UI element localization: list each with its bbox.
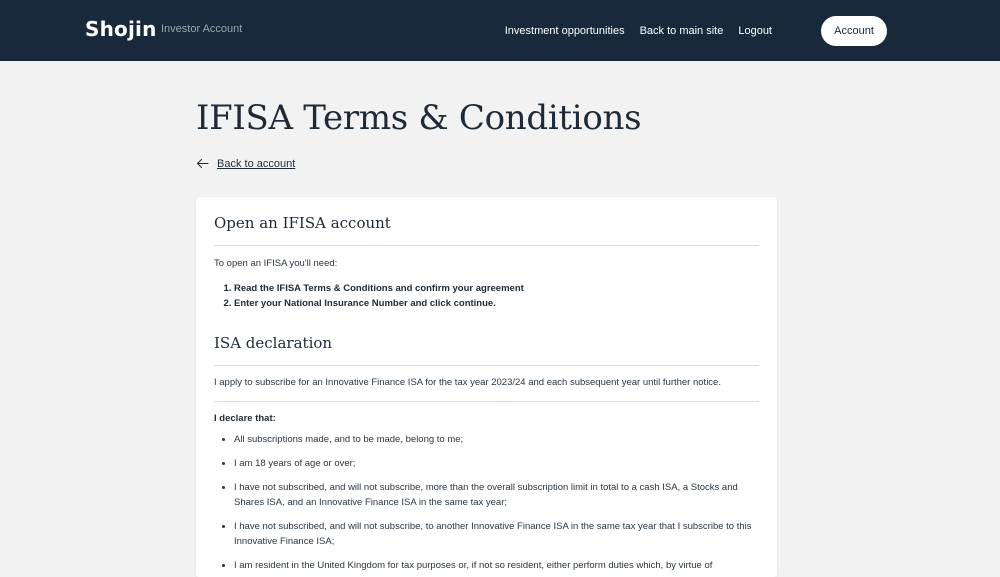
steps-list (234, 281, 754, 311)
account-button[interactable]: Account (821, 16, 887, 46)
declaration-item: • All subscriptions made, and to be made, belong to me; (234, 432, 757, 447)
divider (214, 245, 759, 246)
brand-logo[interactable]: Shojin (85, 17, 157, 41)
nav-back-to-main-site[interactable]: Back to main site (639, 24, 724, 37)
nav-investment-opportunities[interactable]: Investment opportunities (504, 24, 625, 37)
apply-text: I apply to subscribe for an Innovative Finance ISA for the tax year 2023/24 and each subsequent year until further notice. (214, 377, 721, 388)
divider (214, 401, 759, 402)
ifisa-card (196, 197, 777, 577)
nav-logout[interactable]: Logout (738, 24, 772, 37)
back-to-account-label: Back to account (217, 157, 296, 170)
declaration-item: • I am resident in the United Kingdom for tax purposes or, if not so resident, either perform duties which, by virtue of (234, 558, 757, 573)
page-title: IFISA Terms & Conditions (196, 98, 642, 138)
divider (214, 365, 759, 366)
declare-heading: I declare that: (214, 413, 276, 424)
open-account-heading: Open an IFISA account (214, 214, 391, 232)
brand-subtitle: Investor Account (161, 23, 243, 35)
intro-text: To open an IFISA you'll need: (214, 258, 338, 269)
back-to-account-link[interactable] (196, 157, 295, 170)
step-item: 1. Read the IFISA Terms & Conditions and confirm your agreement (234, 281, 754, 296)
arrow-left-icon (196, 157, 209, 170)
step-item: 2. Enter your National Insurance Number and click continue. (234, 296, 754, 311)
declarations-list (234, 432, 757, 573)
declaration-item: • I have not subscribed, and will not subscribe, more than the overall subscription limit in total to a cash ISA, a Stocks and Shares ISA, and an Innovative Finance ISA in the same tax year; (234, 480, 757, 510)
top-navigation-bar (0, 0, 1000, 61)
declaration-item: • I have not subscribed, and will not subscribe, to another Innovative Finance ISA in the same tax year that I subscribe to this Innovative Finance ISA; (234, 519, 757, 549)
isa-declaration-heading: ISA declaration (214, 334, 333, 352)
declaration-item: • I am 18 years of age or over; (234, 456, 757, 471)
main-nav (490, 0, 772, 61)
